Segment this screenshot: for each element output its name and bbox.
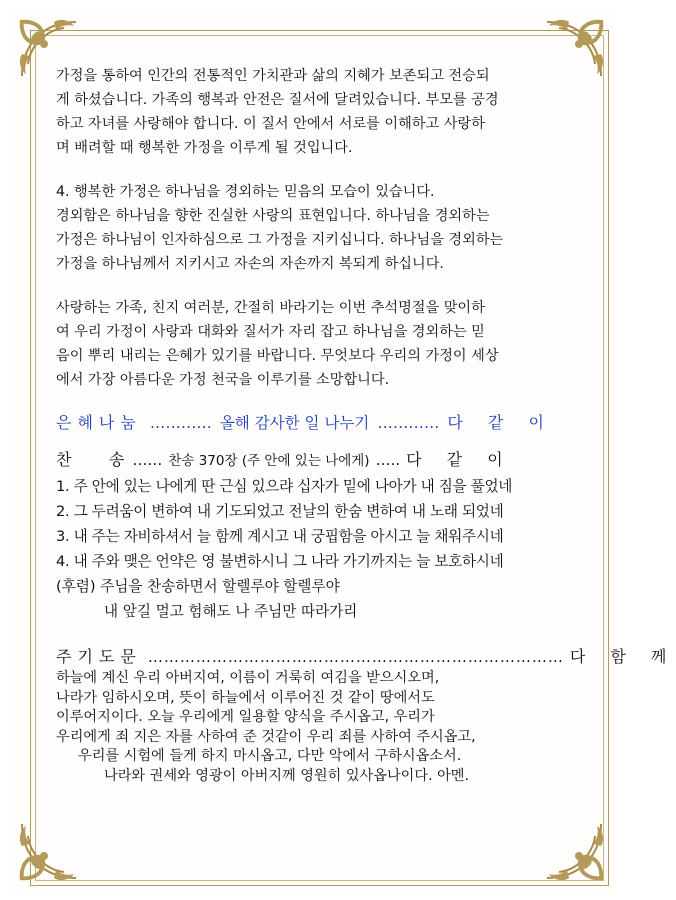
text-line: 경외함은 하나님을 향한 진실한 사랑의 표현입니다. 하나님을 경외하는 xyxy=(56,208,490,224)
text-line: 하고 자녀를 사랑해야 합니다. 이 질서 안에서 서로를 이해하고 사랑하 xyxy=(56,116,485,132)
hymn-verse: 1. 주 안에 있는 나에게 딴 근심 있으랴 십자가 밑에 나아가 내 짐을 풀었네 xyxy=(56,478,513,495)
prayer-line: 이루어지이다. 오늘 우리에게 일용할 양식을 주시옵고, 우리가 xyxy=(56,709,435,725)
text-line: 게 하셨습니다. 가족의 행복과 안전은 질서에 달려있습니다. 부모를 공경 xyxy=(56,92,499,108)
hymn-lyrics xyxy=(56,474,572,624)
closing-paragraph xyxy=(56,296,572,392)
prayer-title: 주기도문 xyxy=(56,647,142,666)
hymn-text: 찬송 370장 (주 안에 있는 나에게) xyxy=(168,453,370,469)
document-body xyxy=(56,64,676,786)
sharing-title: 은혜나눔 xyxy=(56,413,142,432)
ornamental-corner-icon xyxy=(539,816,609,886)
hymn-verse: 3. 내 주는 자비하셔서 늘 함께 계시고 내 궁핍함을 아시고 늘 채워주시네 xyxy=(56,528,504,545)
hymn-title: 찬 송 xyxy=(56,450,127,469)
hymn-refrain: 내 앞길 멀고 험해도 나 주님만 따라가리 xyxy=(104,603,358,620)
text-line: 가정은 하나님이 인자하심으로 그 가정을 지키십니다. 하나님을 경외하는 xyxy=(56,232,504,248)
prayer-heading xyxy=(56,644,676,667)
hymn-dots-1: …… xyxy=(132,451,163,469)
prayer-line: 하늘에 계신 우리 아버지여, 이름이 거룩히 여김을 받으시오며, xyxy=(56,670,440,686)
prayer-line: 우리에게 죄 지은 자를 사하여 준 것같이 우리 죄를 사하여 주시옵고, xyxy=(56,728,476,745)
sharing-text: 올해 감사한 일 나누기 xyxy=(219,414,370,432)
ornamental-corner-icon xyxy=(14,816,84,886)
hymn-dots-2: ….. xyxy=(375,451,401,469)
text-line: 며 배려할 때 행복한 가정을 이루게 될 것입니다. xyxy=(56,140,353,156)
prayer-line: 나라가 임하시오며, 뜻이 하늘에서 이루어진 것 같이 땅에서도 xyxy=(56,689,435,706)
sharing-heading xyxy=(56,410,572,433)
prayer-line: 나라와 권세와 영광이 아버지께 영원히 있사옵나이다. 아멘. xyxy=(104,767,470,784)
point-4-paragraph xyxy=(56,180,572,276)
text-line: 사랑하는 가족, 친지 여러분, 간절히 바라기는 이번 추석명절을 맞이하 xyxy=(56,300,485,316)
text-line: 에서 가장 아름다운 가정 천국을 이루기를 소망합니다. xyxy=(56,372,390,388)
intro-paragraph xyxy=(56,64,572,160)
prayer-dots: …………………………………………………………………… xyxy=(147,648,564,666)
sharing-dots-2: ………… xyxy=(377,414,440,432)
hymn-who: 다 같 이 xyxy=(406,450,513,469)
lords-prayer xyxy=(56,669,572,786)
hymn-refrain: (후렴) 주님을 찬송하면서 할렐루야 할렐루야 xyxy=(56,578,340,595)
prayer-line: 우리를 시험에 들게 하지 마시옵고, 다만 악에서 구하시옵소서. xyxy=(78,748,462,764)
prayer-who: 다 함 께 xyxy=(569,647,676,666)
hymn-verse: 2. 그 두려움이 변하여 내 기도되었고 전날의 한숨 변하여 내 노래 되었네 xyxy=(56,503,504,520)
text-line: 여 우리 가정이 사랑과 대화와 질서가 자리 잡고 하나님을 경외하는 믿 xyxy=(56,324,485,340)
hymn-heading xyxy=(56,447,572,470)
text-line: 4. 행복한 가정은 하나님을 경외하는 믿음의 모습이 있습니다. xyxy=(56,184,435,200)
hymn-verse: 4. 내 주와 맺은 언약은 영 불변하시니 그 나라 가기까지는 늘 보호하시네 xyxy=(56,553,504,570)
text-line: 가정을 하나님께서 지키시고 자손의 자손까지 복되게 하십니다. xyxy=(56,256,444,272)
sharing-who: 다 같 이 xyxy=(447,413,554,432)
sharing-dots-1: ………… xyxy=(149,414,212,432)
text-line: 가정을 통하여 인간의 전통적인 가치관과 삶의 지혜가 보존되고 전승되 xyxy=(56,68,490,84)
text-line: 음이 뿌리 내리는 은혜가 있기를 바랍니다. 무엇보다 우리의 가정이 세상 xyxy=(56,348,499,364)
